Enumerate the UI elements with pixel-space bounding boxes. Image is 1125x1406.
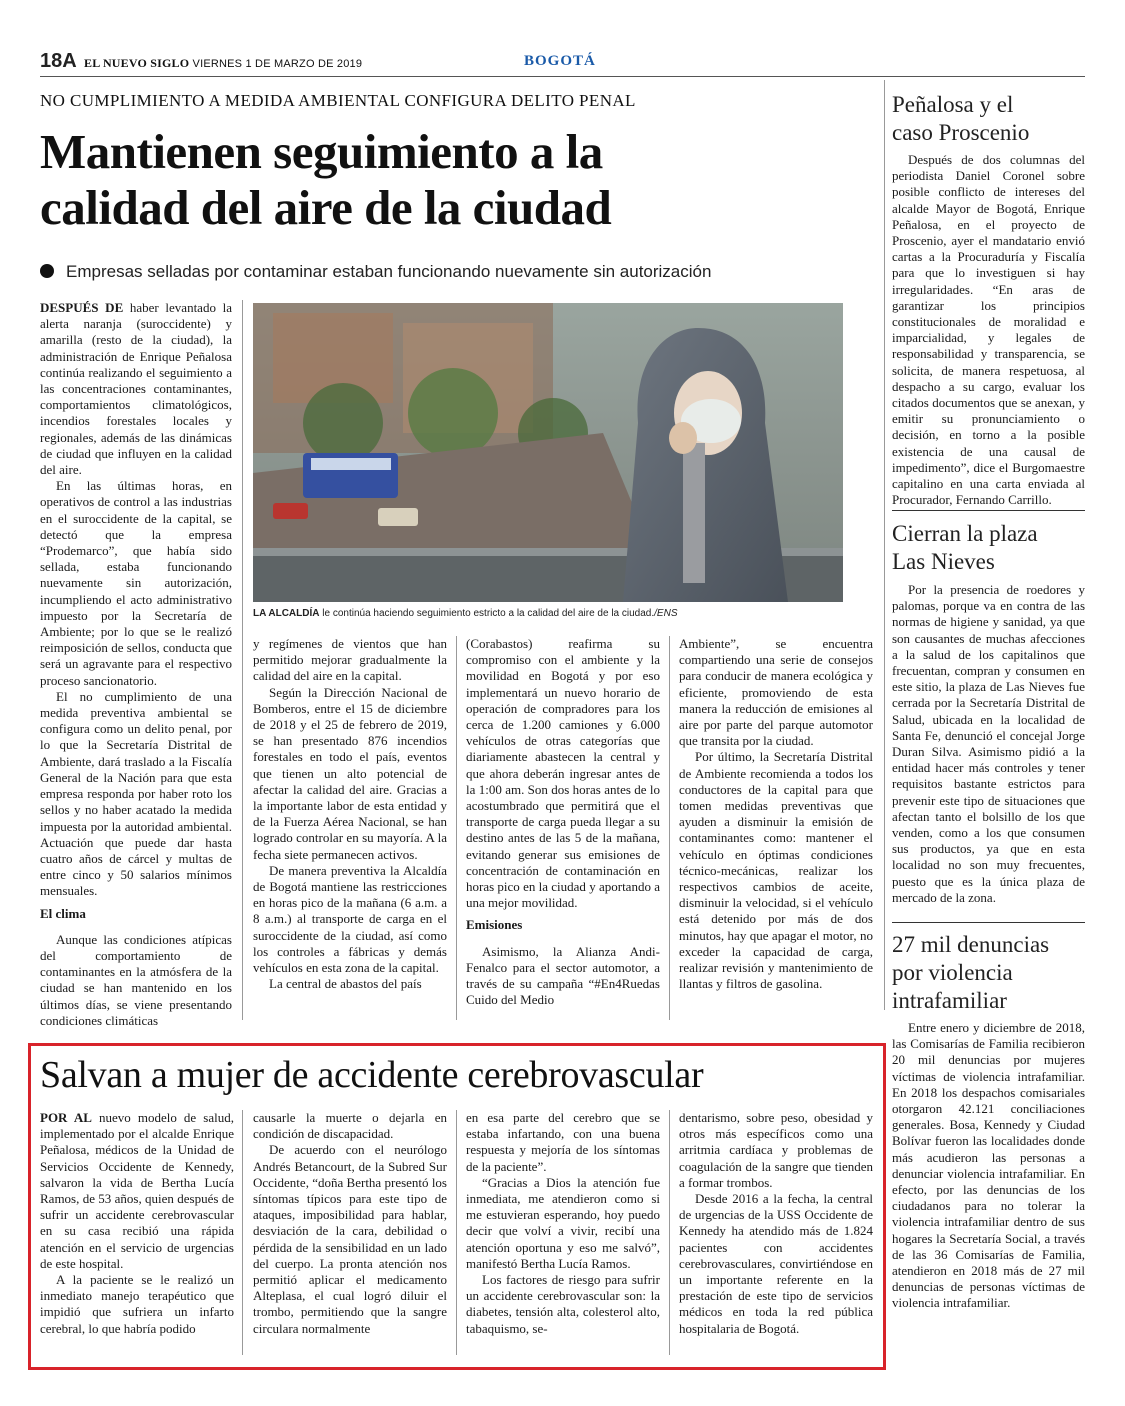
brief-body-denuncias xyxy=(892,1020,1085,1312)
paragraph: Según la Dirección Nacional de Bomberos, entre el 15 de diciembre de 2018 y el 25 de febrero de 2019, se han presentado 876 incendios forestales en todo el país, eventos que tienen un alto potencial de afectar la calidad del aire. Gracias a la importante labor de esta entidad y de la Fuerza Aérea Nacional, se han logrado controlar en su mayoría. A la fecha siete permanecen activos. xyxy=(253,684,447,862)
brief-title-line: caso Proscenio xyxy=(892,120,1030,145)
sidebar-rule xyxy=(884,80,885,1010)
section-subhead: Emisiones xyxy=(466,917,523,933)
column-rule xyxy=(242,1110,243,1355)
lead-in: POR AL xyxy=(40,1110,92,1125)
paragraph xyxy=(40,300,232,478)
bullet-icon xyxy=(40,264,54,278)
column-rule xyxy=(242,300,243,1020)
article-headline xyxy=(40,124,860,236)
lead-in: DESPUÉS DE xyxy=(40,300,124,315)
brief-title-nieves xyxy=(892,520,1082,576)
paragraph: De manera preventiva la Alcaldía de Bogotá mantiene las restricciones en horas pico de la mañana (6 a.m. a 8 a.m.) al transporte de carga en el suroccidente de la ciudad, así como los controles a fábricas y demás vehículos en esta zona de la capital. xyxy=(253,862,447,976)
paragraph: A la paciente se le realizó un inmediato manejo terapéutico que impidió que sufriera un infarto cerebral, lo que habría podido xyxy=(40,1272,234,1336)
paragraph xyxy=(40,1110,234,1272)
brief-title-line: Peñalosa y el xyxy=(892,92,1014,117)
brief-body-penalosa xyxy=(892,152,1085,508)
column-rule xyxy=(456,636,457,1020)
article-subhead xyxy=(40,262,711,282)
paragraph: La central de abastos del país xyxy=(269,976,422,992)
paragraph: Después de dos columnas del periodista Daniel Coronel sobre posible conflicto de intereses del alcalde Mayor de Bogotá, Enrique Peñalosa, en el proyecto de Proscenio, ayer el mandatario envió cartas a la Procuraduría y Fiscalía para que lo investiguen si hay irregularidades. “En aras de garantizar los principios constitucionales de moralidad e imparcialidad, y legales de responsabilidad y transparencia, se solicita, de manera respetuosa, al despacho a su cargo, evaluar los citados documentos que se anexan, y emitir su pronunciamiento o decisión, en torno a la posible existencia de una causal de impedimento”, dice el Burgomaestre capitalino en una carta enviada al Procurador, Fernando Carrillo. xyxy=(892,152,1085,508)
masthead-info xyxy=(84,56,362,71)
brief-divider xyxy=(892,510,1085,511)
paragraph: Por la presencia de roedores y palomas, porque va en contra de las normas de higiene y sanidad, ya que son causantes de muchas afecciones a la salud de los capitalinos que frecuentan, compran y consumen en este sitio, la plaza de Las Nieves fue cerrada por la Secretaría Distrital de Salud, ubicada en la localidad de Santa Fe, denunció el concejal Jorge Duran Silva. Asimismo pidió a la entidad hacer más controles y tener requisitos bastante estrictos para prevenir este tipo de situaciones que afectan tanto el bolsillo de los que venden, como a los que consumen sus productos, ya que en esta localidad no son muy frecuentes, puesto que es la única plaza de mercado de la zona. xyxy=(892,582,1085,905)
paper-name: EL NUEVO SIGLO xyxy=(84,56,190,70)
masthead xyxy=(40,48,1085,77)
boxed-column-4 xyxy=(679,1110,873,1337)
paragraph: “Gracias a Dios la atención fue inmediata, me atendieron como si me estuvieran esperando, hoy puedo decir que volví a vivir, recibí una atención oportuna y eso me salvó”, manifestó Bertha Lucía Ramos. xyxy=(466,1174,660,1271)
issue-date: VIERNES 1 DE MARZO DE 2019 xyxy=(192,58,363,70)
brief-title-penalosa xyxy=(892,91,1082,147)
brief-body-nieves xyxy=(892,582,1085,906)
headline-line-1: Mantienen seguimiento a la xyxy=(40,124,603,179)
paragraph: (Corabastos) reafirma su compromiso con el ambiente y la movilidad en Bogotá y por eso implementará un nuevo horario de operación de compradores para los cerca de 1.200 camiones y 6.000 vehículos de otras categorías que diariamente abastecen la central y que ahora deberán ingresar antes de la 1:00 am. Son dos horas antes de lo acostumbrado que permitirá que el transporte de carga pueda llegar a su destino antes de las 5 de la mañana, evitando generar sus emisiones de concentración de contaminación en horas pico en la ciudad y aportando a una mejor movilidad. xyxy=(466,636,660,911)
caption-text: le continúa haciendo seguimiento estricto a la calidad del aire de la ciudad. xyxy=(319,608,655,619)
boxed-article-title: Salvan a mujer de accidente cerebrovascular xyxy=(40,1054,704,1096)
paragraph: Los factores de riesgo para sufrir un accidente cerebrovascular son: la diabetes, tensión alta, colesterol alto, tabaquismo, se- xyxy=(466,1272,660,1336)
column-rule xyxy=(669,1110,670,1355)
article-column-1 xyxy=(40,300,232,1029)
article-column-4 xyxy=(679,636,873,992)
photo-caption xyxy=(253,608,853,619)
article-column-2 xyxy=(253,636,447,992)
paragraph: causarle la muerte o dejarla en condición de discapacidad. xyxy=(253,1110,447,1142)
brief-divider xyxy=(892,922,1085,923)
paragraph: Asimismo, la Alianza Andi-Fenalco para el sector automotor, a través de su campaña “#En4Ruedas Cuido del Medio xyxy=(466,943,660,1008)
paragraph: El no cumplimiento de una medida preventiva ambiental se configura como un delito penal, por lo que la Secretaría Distrital de Ambiente, dará traslado a la Fiscalía General de la Nación para que esta empresa responda por haber roto los sellos y no haber acatado la medida impuesta por la autoridad ambiental. Actuación que puede dar hasta cuatro años de cárcel y multas de entre cinco y 50 salarios mínimos mensuales. xyxy=(40,688,232,899)
boxed-column-3 xyxy=(466,1110,660,1337)
caption-lead: LA ALCALDÍA xyxy=(253,608,320,619)
boxed-column-1 xyxy=(40,1110,234,1337)
page-number: 18A xyxy=(40,50,77,72)
column-rule xyxy=(669,636,670,1020)
article-column-3 xyxy=(466,636,660,1008)
paragraph-text: haber levantado la alerta naranja (suroccidente) y amarilla (resto de la ciudad), la administración de Enrique Peñalosa continúa realizando el seguimiento a las concentraciones contaminantes, comportamientos climatológicos, incendios forestales locales y regionales, además de las dinámicas de ciudad que influyen en la calidad del aire. xyxy=(40,300,232,478)
photo-illustration xyxy=(253,303,843,602)
column-rule xyxy=(456,1110,457,1355)
section-subhead: El clima xyxy=(40,905,86,921)
paragraph-text: nuevo modelo de salud, implementado por el alcalde Enrique Peñalosa, médicos de la Unidad de Servicios Occidente de Kennedy, salvaron la vida de Bertha Lucía Ramos, de 53 años, quien después de sufrir un accidente cerebrovascular en su casa recibió una rápida atención en el servicio de urgencias de este hospital. xyxy=(40,1110,234,1271)
article-photo xyxy=(253,303,843,602)
paragraph: y regímenes de vientos que han permitido mejorar gradualmente la calidad del aire en la capital. xyxy=(253,636,447,684)
brief-title-line: intrafamiliar xyxy=(892,988,1007,1013)
paragraph: Entre enero y diciembre de 2018, las Comisarías de Familia recibieron 20 mil denuncias por mujeres víctimas de violencia intrafamiliar. En 2018 los despachos comisariales otorgaron 42.121 conciliaciones generales. Bosa, Kennedy y Ciudad Bolívar fueron las localidades donde más acudieron las personas a denunciar violencia intrafamiliar. En efecto, por las denuncias de los ciudadanos para no tolerar la violencia intrafamiliar dentro de sus hogares la Secretaría Social, a través de las 36 Comisarías de Familia, atendieron en 2018 más de 27 mil denuncias de personas víctimas de violencia intrafamiliar. xyxy=(892,1020,1085,1311)
headline-line-2: calidad del aire de la ciudad xyxy=(40,180,612,235)
brief-title-line: 27 mil denuncias xyxy=(892,932,1050,957)
brief-title-line: Las Nieves xyxy=(892,549,995,574)
caption-credit: /ENS xyxy=(654,608,678,619)
brief-title-denuncias xyxy=(892,931,1082,1015)
subhead-text: Empresas selladas por contaminar estaban funcionando nuevamente sin autorización xyxy=(66,262,712,281)
paragraph: dentarismo, sobre peso, obesidad y otros más específicos como una arritmia cardíaca y problemas de coagulación de la sangre que tienden a formar trombos. xyxy=(679,1110,873,1190)
brief-title-line: por violencia xyxy=(892,960,1013,985)
section-name: BOGOTÁ xyxy=(524,53,596,69)
paragraph: Por último, la Secretaría Distrital de Ambiente recomienda a todos los conductores de la capital para que tomen medidas preventivas que ayuden a disminuir la emisión de contaminantes como: mantener el vehículo en óptimas condiciones técnico-mecánicas, realizar los respectivos cambios de aceite, disminuir la velocidad, si el vehículo está detenido por más de dos minutos, hay que apagar el motor, no exceder la capacidad de carga, realizar revisión y mantenimiento de llantas y filtros de gasolina. xyxy=(679,749,873,992)
paragraph: Desde 2016 a la fecha, la central de urgencias de la USS Occidente de Kennedy ha atendido más de 1.824 pacientes con accidentes cerebrovasculares, convirtiéndose en un importante referente en la prestación de este tipo de servicios médicos en toda la red pública hospitalaria de Bogotá. xyxy=(679,1191,873,1336)
paragraph: En las últimas horas, en operativos de control a las industrias en el suroccidente de la capital, se detectó que la empresa “Prodemarco”, que había sido sellada, estaba funcionando nuevamente sin autorización, incumpliendo el acto administrativo impuesto por la Secretaría de Ambiente; por lo que se le realizó reimposición de sellos, conducta que será un agravante para el respectivo proceso sancionatorio. xyxy=(40,478,232,688)
boxed-column-2 xyxy=(253,1110,447,1337)
paragraph: De acuerdo con el neurólogo Andrés Betancourt, de la Subred Sur Occidente, “doña Bertha presentó los síntomas típicos para este tipo de ataques, imposibilidad para hablar, desviación de la cara, debilidad o pérdida de la sensibilidad en un lado del cuerpo. La pronta atención nos permitió aplicar el medicamento Alteplasa, el cual logró diluir el trombo, permitiendo que la sangre circulara normalmente xyxy=(253,1142,447,1336)
paragraph: Ambiente”, se encuentra compartiendo una serie de consejos para conducir de manera ecológica y eficiente, promoviendo de esta manera la reducción de emisiones al aire por parte del parque automotor que transita por la ciudad. xyxy=(679,636,873,749)
brief-title-line: Cierran la plaza xyxy=(892,521,1038,546)
article-kicker: NO CUMPLIMIENTO A MEDIDA AMBIENTAL CONFIGURA DELITO PENAL xyxy=(40,91,636,110)
paragraph: Aunque las condiciones atípicas del comportamiento de contaminantes en la atmósfera de la ciudad se han mantenido en los últimos días, se viene presentando condiciones climáticas xyxy=(40,931,232,1028)
paragraph: en esa parte del cerebro que se estaba infartando, con una buena respuesta y mejoría de los síntomas de la paciente”. xyxy=(466,1110,660,1174)
